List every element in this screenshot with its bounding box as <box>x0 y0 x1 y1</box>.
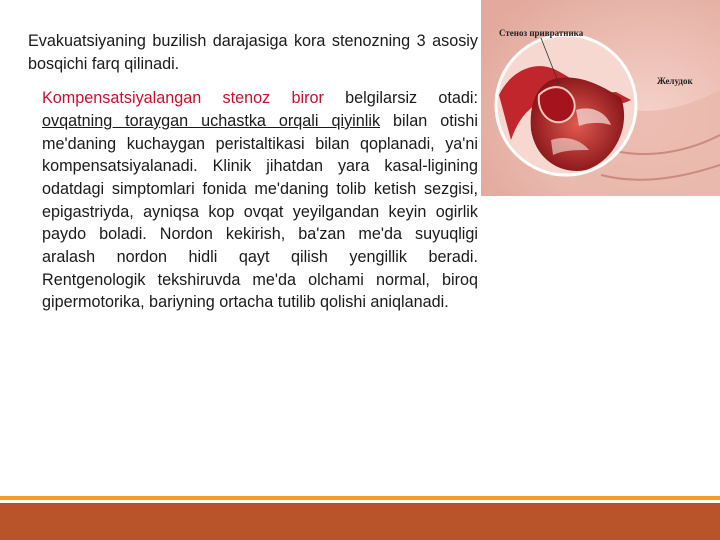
footer-accent-line <box>0 496 720 500</box>
stage-underlined: ovqatning toraygan uchastka orqali qiyinlik <box>42 112 381 131</box>
intro-paragraph <box>22 30 478 75</box>
content-text <box>22 30 478 314</box>
stage-lead: belgilarsiz otadi: <box>323 89 478 108</box>
pyloric-stenosis-illustration <box>481 0 720 196</box>
label-pyloric-stenosis: Стеноз привратника <box>499 28 584 38</box>
label-stomach: Желудок <box>657 76 693 86</box>
stage-paragraph <box>22 87 478 314</box>
stage-body: bilan otishi me'daning kuchaygan peristaltikasi bilan qoplanadi, ya'ni kompensatsiyalanadi. Klinik jihatdan yara kasal-ligining odatdagi simptomlari fonida me'daning tolib ketish sezgisi, epigastriyda, ayniqsa kop ovqat yeyilgandan keyin ogirlik paydo boladi. Nordon kekirish, ba'zan me'da suyuqligi aralash nordon hidli qayt qilish yengillik beradi. Rentgenologik tekshiruvda me'da olchami normal, biroq gipermotorika, bariyning ortacha tutilib qolishi aniqlanadi. <box>42 112 478 312</box>
intro-text: Evakuatsiyaning buzilish darajasiga kora stenozning 3 asosiy bosqichi farq qilinadi. <box>28 32 478 73</box>
footer-bar <box>0 503 720 540</box>
stage-highlight: Kompensatsiyalangan stenoz biror <box>42 89 324 108</box>
